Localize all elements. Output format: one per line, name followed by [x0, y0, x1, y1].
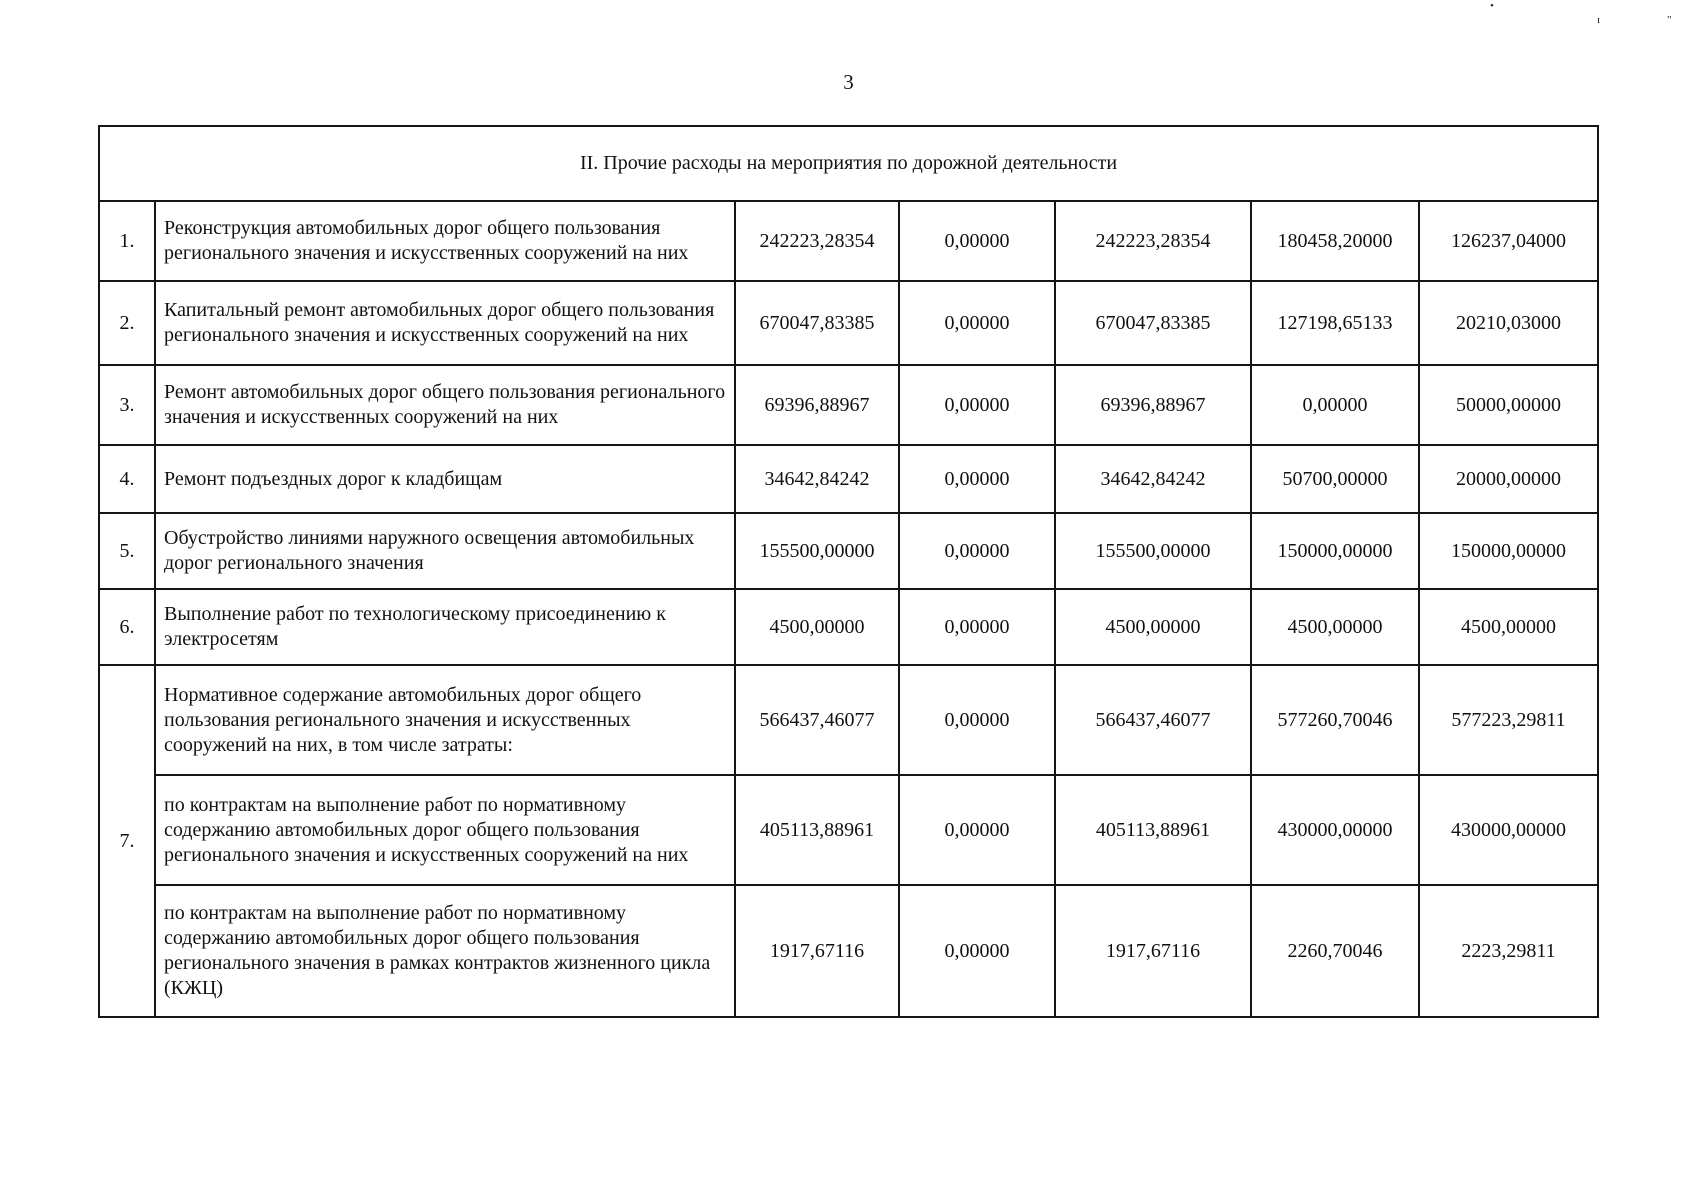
table-row	[99, 665, 1598, 775]
scan-speck: "	[1667, 14, 1672, 26]
value-cell: 155500,00000	[735, 513, 899, 589]
value-cell: 566437,46077	[735, 665, 899, 775]
value-cell: 2260,70046	[1251, 885, 1419, 1017]
value-cell: 50000,00000	[1419, 365, 1598, 445]
row-number: 3.	[99, 365, 155, 445]
value-cell: 4500,00000	[1419, 589, 1598, 665]
row-number: 1.	[99, 201, 155, 281]
value-cell: 150000,00000	[1419, 513, 1598, 589]
row-description: Капитальный ремонт автомобильных дорог общего пользования регионального значения и искусственных сооружений на них	[155, 281, 735, 365]
value-cell: 0,00000	[899, 885, 1055, 1017]
value-cell: 155500,00000	[1055, 513, 1251, 589]
value-cell: 430000,00000	[1251, 775, 1419, 885]
value-cell: 0,00000	[899, 513, 1055, 589]
table-row	[99, 201, 1598, 281]
row-description: Нормативное содержание автомобильных дорог общего пользования регионального значения и искусственных сооружений на них, в том числе затраты:	[155, 665, 735, 775]
value-cell: 1917,67116	[735, 885, 899, 1017]
table-row	[99, 513, 1598, 589]
value-cell: 670047,83385	[735, 281, 899, 365]
row-number: 6.	[99, 589, 155, 665]
value-cell: 0,00000	[899, 775, 1055, 885]
table-subrow	[99, 775, 1598, 885]
row-description: Реконструкция автомобильных дорог общего пользования регионального значения и искусственных сооружений на них	[155, 201, 735, 281]
row-number: 4.	[99, 445, 155, 513]
scan-speck: ɪ	[1597, 14, 1601, 26]
value-cell: 2223,29811	[1419, 885, 1598, 1017]
row-description: Обустройство линиями наружного освещения автомобильных дорог регионального значения	[155, 513, 735, 589]
value-cell: 0,00000	[899, 445, 1055, 513]
value-cell: 577223,29811	[1419, 665, 1598, 775]
value-cell: 0,00000	[899, 201, 1055, 281]
expenses-table	[98, 125, 1599, 1018]
value-cell: 430000,00000	[1419, 775, 1598, 885]
row-description: по контрактам на выполнение работ по нормативному содержанию автомобильных дорог общего пользования регионального значения и искусственных сооружений на них	[155, 775, 735, 885]
value-cell: 69396,88967	[1055, 365, 1251, 445]
row-description: Выполнение работ по технологическому присоединению к электросетям	[155, 589, 735, 665]
value-cell: 180458,20000	[1251, 201, 1419, 281]
value-cell: 126237,04000	[1419, 201, 1598, 281]
value-cell: 0,00000	[899, 589, 1055, 665]
section-title: II. Прочие расходы на мероприятия по дорожной деятельности	[99, 126, 1598, 201]
value-cell: 34642,84242	[1055, 445, 1251, 513]
value-cell: 670047,83385	[1055, 281, 1251, 365]
row-description: по контрактам на выполнение работ по нормативному содержанию автомобильных дорог общего пользования регионального значения в рамках контрактов жизненного цикла (КЖЦ)	[155, 885, 735, 1017]
table-row	[99, 365, 1598, 445]
value-cell: 405113,88961	[735, 775, 899, 885]
section-header-row	[99, 126, 1598, 201]
value-cell: 20210,03000	[1419, 281, 1598, 365]
value-cell: 0,00000	[899, 665, 1055, 775]
value-cell: 1917,67116	[1055, 885, 1251, 1017]
value-cell: 405113,88961	[1055, 775, 1251, 885]
page-number: 3	[843, 70, 854, 94]
value-cell: 4500,00000	[1251, 589, 1419, 665]
row-description: Ремонт автомобильных дорог общего пользования регионального значения и искусственных сооружений на них	[155, 365, 735, 445]
value-cell: 4500,00000	[1055, 589, 1251, 665]
value-cell: 242223,28354	[1055, 201, 1251, 281]
value-cell: 20000,00000	[1419, 445, 1598, 513]
value-cell: 577260,70046	[1251, 665, 1419, 775]
table-row	[99, 445, 1598, 513]
value-cell: 127198,65133	[1251, 281, 1419, 365]
value-cell: 0,00000	[899, 281, 1055, 365]
row-number: 5.	[99, 513, 155, 589]
value-cell: 50700,00000	[1251, 445, 1419, 513]
value-cell: 242223,28354	[735, 201, 899, 281]
value-cell: 34642,84242	[735, 445, 899, 513]
value-cell: 4500,00000	[735, 589, 899, 665]
value-cell: 566437,46077	[1055, 665, 1251, 775]
table-row	[99, 281, 1598, 365]
row-description: Ремонт подъездных дорог к кладбищам	[155, 445, 735, 513]
value-cell: 0,00000	[1251, 365, 1419, 445]
value-cell: 69396,88967	[735, 365, 899, 445]
value-cell: 0,00000	[899, 365, 1055, 445]
row-number: 2.	[99, 281, 155, 365]
value-cell: 150000,00000	[1251, 513, 1419, 589]
scan-speck: •	[1490, 0, 1494, 12]
row-number: 7.	[99, 665, 155, 1017]
table-row	[99, 589, 1598, 665]
table-subrow	[99, 885, 1598, 1017]
